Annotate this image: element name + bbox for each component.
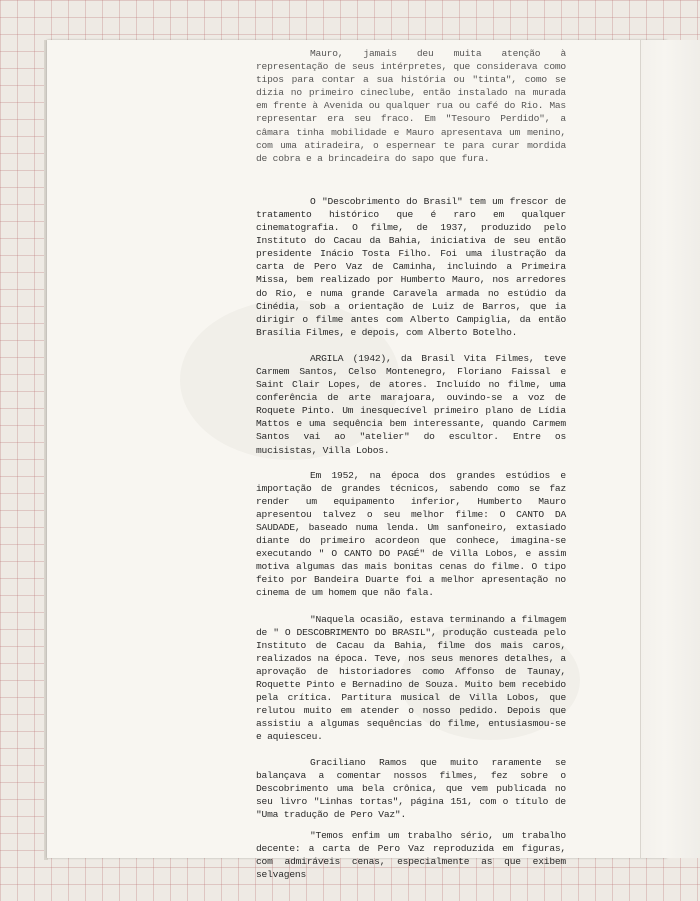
paragraph-quote-naquela-ocasiao	[256, 613, 566, 744]
paragraph-text: ARGILA (1942), da Brasil Vita Filmes, teve Carmem Santos, Celso Montenegro, Floriano Faissal e Saint Clair Lopes, de atores. Incluído no filme, uma conferência de arte marajoara, ouvindo-se a voz de Roquete Pinto. Um inesquecível primeiro plano de Lídia Mattos e uma sequência bem interessante, quando Carmem Santos vai ao "atelier" do escultor. Entre os mucisistas, Villa Lobos.	[256, 352, 566, 456]
paragraph-canto-da-saudade	[256, 469, 566, 600]
paragraph-text: "Naquela ocasião, estava terminando a filmagem de " O DESCOBRIMENTO DO BRASIL", produção custeada pelo Instituto de Cacau da Bahia, filme dos mais caros, realizados na época. Teve, nos seus menores detalhes, a aprovação de historiadores como Affonso de Taunay, Roquette Pinto e Bernadino de Souza. Muito bem recebido pela crítica. Partitura musical de Villa Lobos, que relutou muito em atender o nosso pedido. Depois que assistiu a algumas sequências do filme, entusiasmou-se e aquiesceu.	[256, 613, 566, 743]
paragraph-graciliano-ramos	[256, 756, 566, 821]
paragraph-text: Mauro, jamais deu muita atenção à representação de seus intérpretes, que considerava como tipos para contar a sua história ou "tinta", como se dizia no primeiro cineclube, então instalado na murada em frente à Avenida ou qualquer rua ou café do Rio. Mas representar era seu fraco. Em "Tesouro Perdido", a câmara tinha mobilidade e Mauro apresentava um menino, com uma atiradeira, o espernear te para curar mordida de cobra e a brincadeira do sapo que fura.	[256, 48, 566, 164]
paragraph-descobrimento	[256, 195, 566, 339]
paragraph-mauro-tesouro-perdido	[256, 47, 566, 165]
next-page-edge	[640, 40, 700, 858]
paragraph-argila	[256, 352, 566, 457]
paragraph-text: "Temos enfim um trabalho sério, um trabalho decente: a carta de Pero Vaz reproduzida em figuras, com admiráveis cenas, especialmente as que exibem selvagens	[256, 829, 566, 881]
paragraph-text: Em 1952, na época dos grandes estúdios e importação de grandes técnicos, sabendo como se faz render um equipamento inferior, Humberto Mauro apresentou talvez o seu melhor filme: O CANTO DA SAUDADE, baseado numa lenda. Um sanfoneiro, extasiado diante do primeiro acordeon que conhece, imagina-se executando " O CANTO DO PAGÉ" de Villa Lobos, e assim motiva algumas das mais bonitas cenas do filme. O tipo feito por Bandeira Duarte foi a melhor apresentação no cinema de um homem que não fala.	[256, 469, 566, 599]
typewritten-text	[256, 47, 566, 895]
paragraph-text: O "Descobrimento do Brasil" tem um frescor de tratamento histórico que é raro em qualquer cinematografia. O filme, de 1937, produzido pelo Instituto do Cacau da Bahia, iniciativa de seu então presidente Inácio Tosta Filho. Foi uma ilustração da carta de Pero Vaz de Caminha, incluindo a Primeira Missa, bem realizado por Humberto Mauro, nos arredores do Rio, e numa grande Caravela armada no estúdio da Cinédia, sob a orientação de Luiz de Barros, que ia dirigir o filme antes com Alberto Campiglia, da então Brasília Filmes, e depois, com Alberto Botelho.	[256, 195, 566, 338]
paragraph-quote-trabalho-serio	[256, 829, 566, 881]
paragraph-text: Graciliano Ramos que muito raramente se balançava a comentar nossos filmes, fez sobre o Descobrimento uma bela crônica, que vem publicada no seu livro "Linhas tortas", página 151, com o título de "Uma tradução de Pero Vaz".	[256, 756, 566, 820]
